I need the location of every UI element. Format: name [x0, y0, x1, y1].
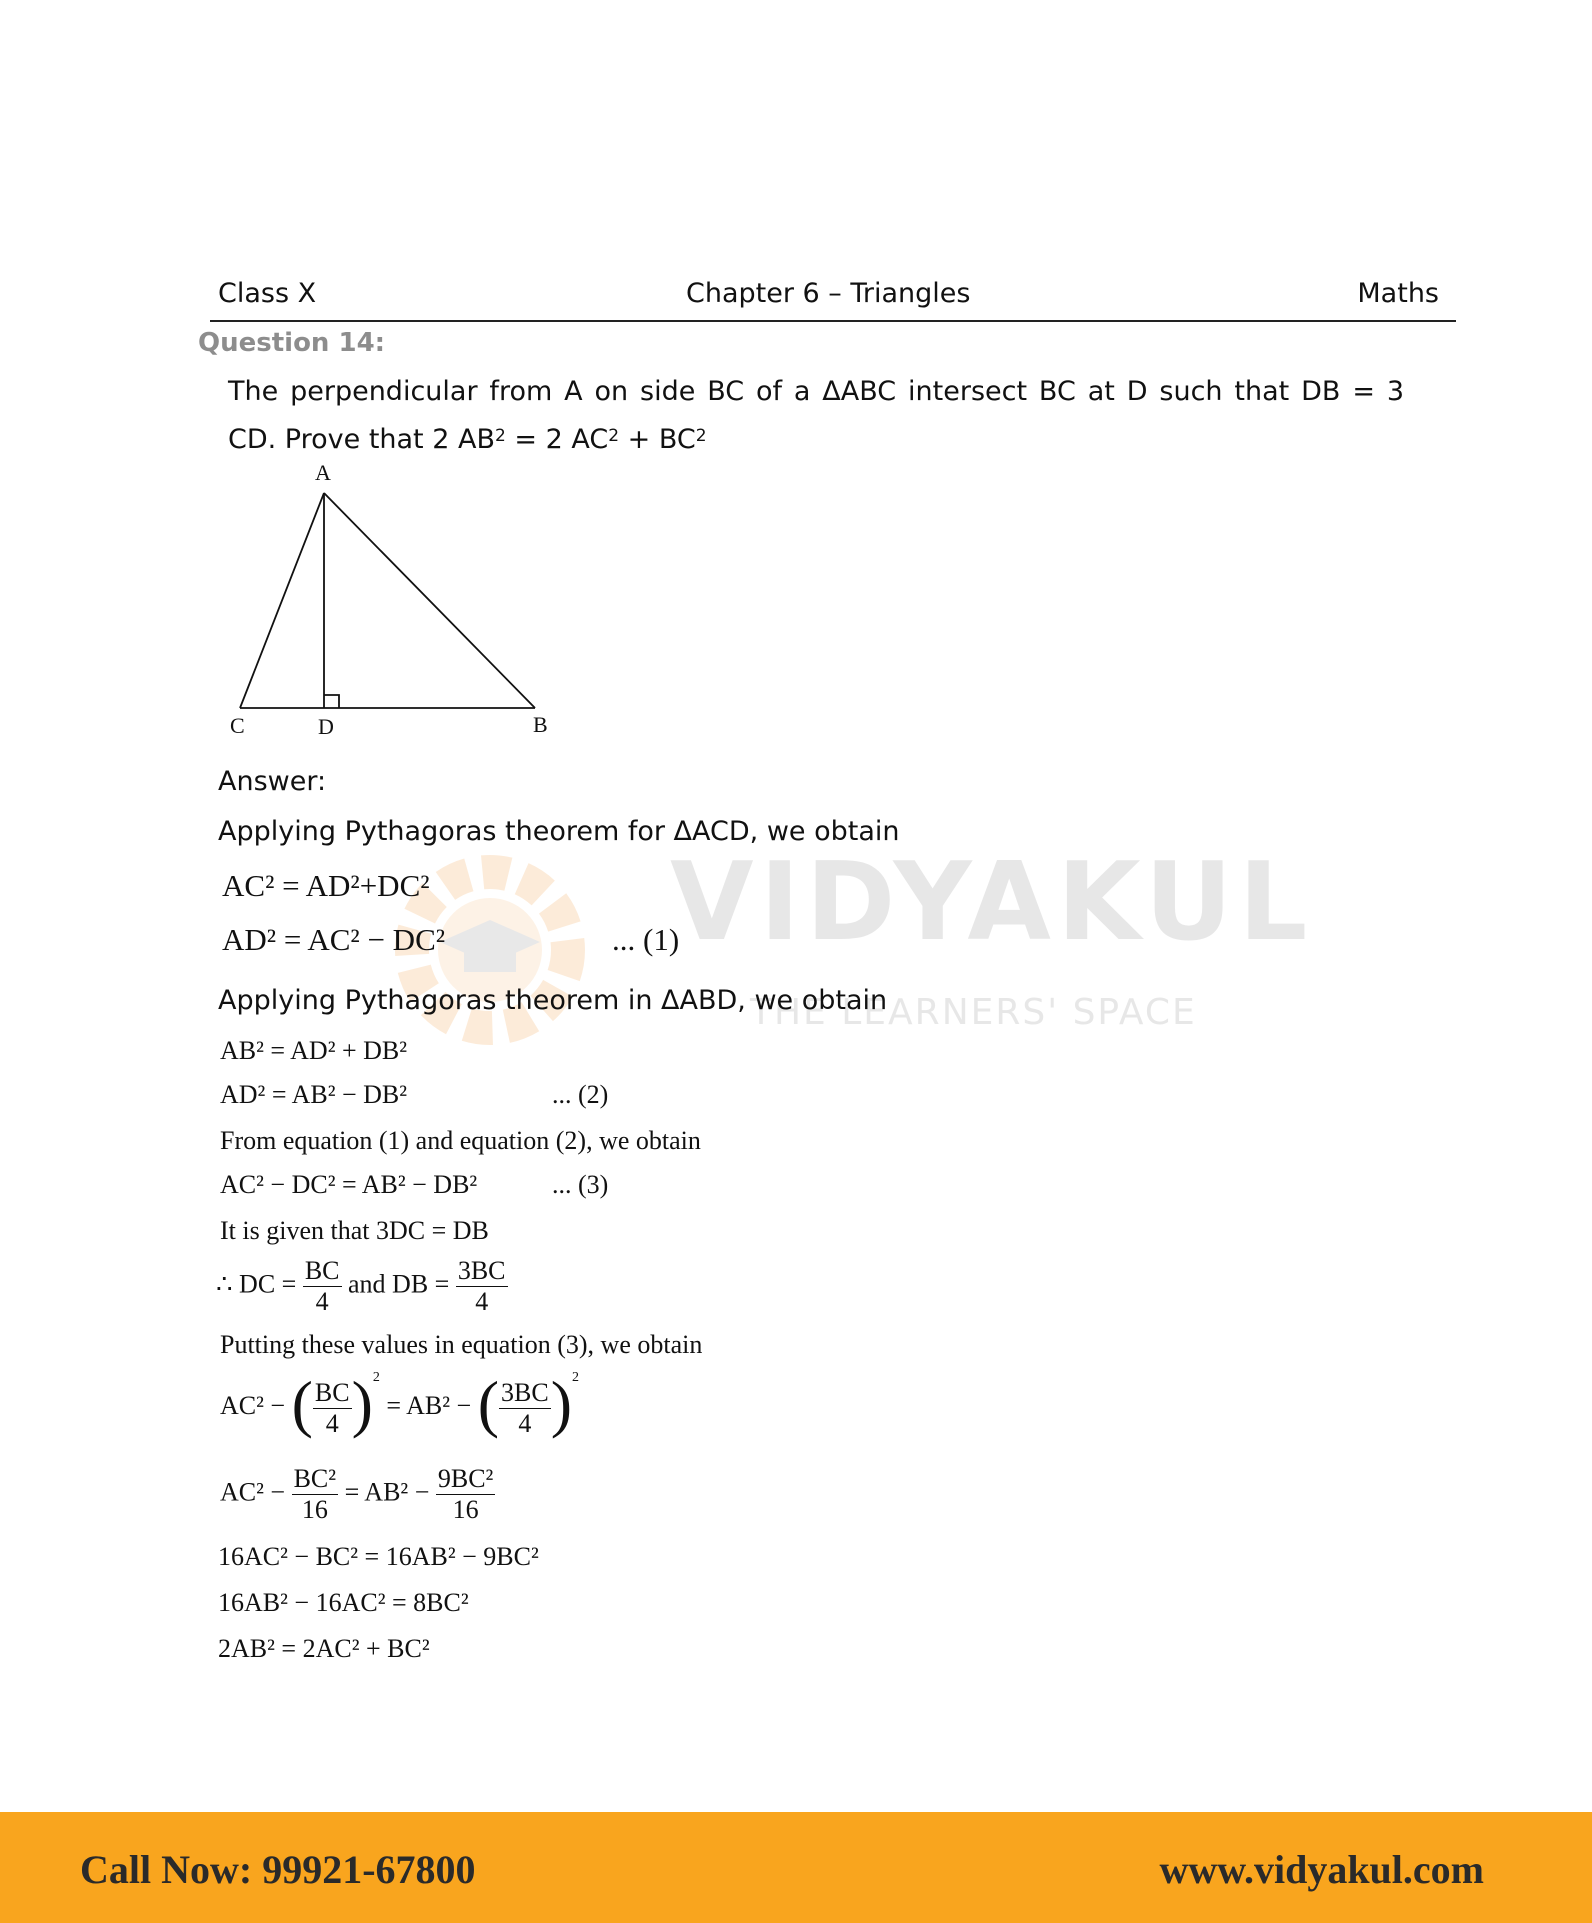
vertex-label-d: D — [318, 714, 334, 739]
vertex-label-b: B — [533, 712, 548, 737]
answer-heading: Answer: — [218, 766, 327, 797]
question-line-2: CD. Prove that 2 $AB^2 = 2$ $AC^2 + BC^2$ — [228, 424, 707, 455]
fraction-dc: $\frac{BC}{4}$ — [304, 1256, 340, 1316]
side-ca — [240, 493, 324, 708]
equation-6: 2AB² = 2AC² + BC² — [218, 1634, 430, 1663]
squared-row: AC² − ( $\frac{BC}{4}$ )$^2$ = AB² − ( $\frac{3BC}{4}$ )$^2$ — [220, 1368, 580, 1439]
equation-2a: AB² = AD² + DB² — [220, 1036, 408, 1065]
answer-step-4: Putting these values in equation (3), we obtain — [220, 1330, 703, 1359]
right-angle-mark — [324, 695, 339, 708]
watermark-subtitle: THE LEARNERS' SPACE — [750, 992, 1197, 1033]
header-class: Class X — [218, 278, 317, 309]
equation-1a: AC² = AD²+DC² — [222, 868, 430, 903]
equation-5: 16AB² − 16AC² = 8BC² — [218, 1588, 469, 1617]
equation-4: 16AC² − BC² = 16AB² − 9BC² — [218, 1542, 539, 1571]
triangle-figure — [222, 460, 582, 740]
fraction-row-mid: and DB = — [348, 1269, 450, 1299]
given-statement: It is given that 3DC = DB — [220, 1216, 489, 1245]
answer-step-2: Applying Pythagoras theorem in ΔABD, we obtain — [218, 985, 888, 1016]
equation-2b-ref: ... (2) — [552, 1080, 609, 1109]
footer-call-now[interactable]: Call Now: 99921-67800 — [80, 1847, 476, 1892]
header-chapter: Chapter 6 – Triangles — [686, 278, 971, 309]
watermark-title: VIDYAKUL — [670, 840, 1314, 965]
answer-step-3: From equation (1) and equation (2), we obtain — [220, 1126, 701, 1155]
answer-step-1: Applying Pythagoras theorem for ΔACD, we obtain — [218, 816, 900, 847]
fraction-db: $\frac{3BC}{4}$ — [457, 1256, 506, 1316]
sixteenth-row: AC² − $\frac{\text{BC²}}{16}$ = AB² − $\frac{\text{9BC²}}{16}$ — [220, 1464, 494, 1524]
watermark — [380, 840, 1314, 1070]
vertex-label-c: C — [230, 713, 245, 738]
footer-bar — [0, 1812, 1592, 1923]
fraction-row — [216, 1256, 508, 1317]
equation-3: AC² − DC² = AB² − DB² — [220, 1170, 478, 1199]
vertex-label-a: A — [315, 460, 331, 485]
equation-3-ref: ... (3) — [552, 1170, 609, 1199]
equation-1b: AD² = AC² − DC² — [222, 922, 446, 957]
side-ab — [324, 493, 535, 708]
question-title: Question 14: — [198, 328, 386, 358]
fraction-row-prefix: ∴ DC = — [216, 1269, 297, 1299]
equation-1b-ref: ... (1) — [612, 922, 680, 957]
equation-2b: AD² = AB² − DB² — [220, 1080, 408, 1109]
question-line-1: The perpendicular from A on side BC of a ΔABC intersect BC at D such that DB = 3 — [228, 376, 1404, 407]
header-subject: Maths — [1357, 278, 1439, 309]
footer-website-link[interactable]: www.vidyakul.com — [1159, 1847, 1484, 1892]
header-divider — [210, 320, 1456, 322]
